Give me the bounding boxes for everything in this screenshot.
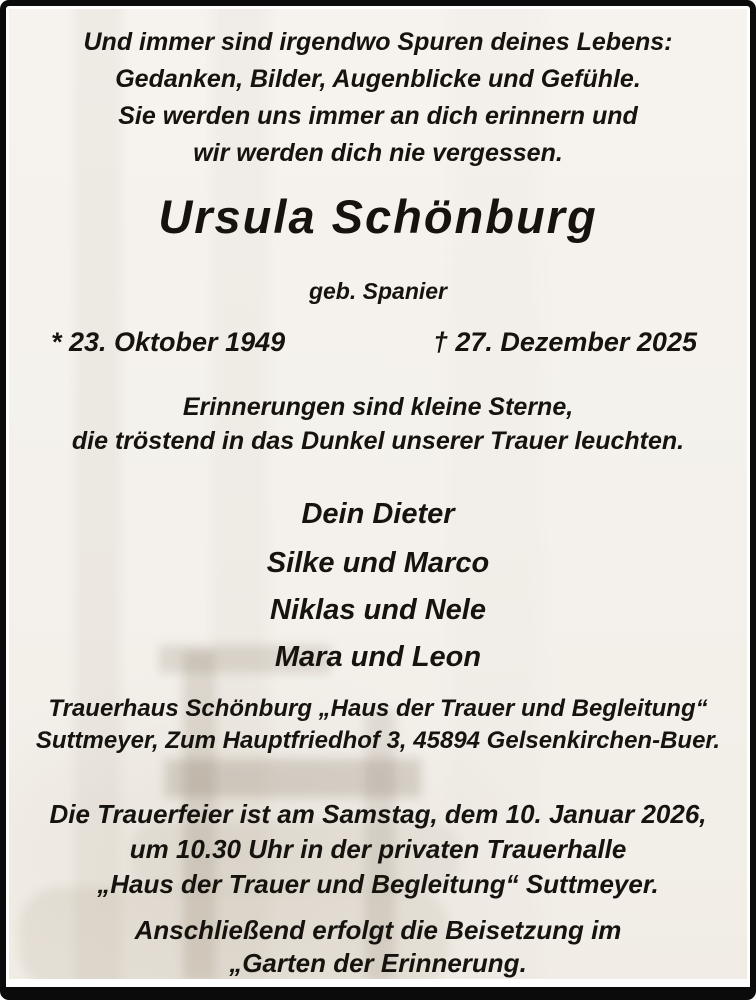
- service-line: um 10.30 Uhr in der privaten Trauerhalle: [129, 834, 627, 864]
- opening-verse-line: Sie werden uns immer an dich erinnern und: [118, 102, 638, 130]
- memory-verse-line: Erinnerungen sind kleine Sterne,: [182, 393, 574, 421]
- mourner-name: Silke und Marco: [266, 547, 490, 579]
- opening-verse: [9, 24, 747, 172]
- service-line: Die Trauerfeier ist am Samstag, dem 10. Januar 2026,: [49, 799, 707, 829]
- funeral-home-line: Trauerhaus Schönburg „Haus der Trauer und Begleitung“: [48, 695, 708, 722]
- memory-verse-line: die tröstend in das Dunkel unserer Trauer leuchten.: [71, 427, 685, 455]
- deceased-name: Ursula Schönburg: [158, 190, 598, 243]
- mourner-name: Mara und Leon: [274, 641, 482, 673]
- burial-announcement: [9, 914, 747, 979]
- funeral-home-info: [9, 693, 747, 757]
- death-date: † 27. Dezember 2025: [432, 327, 697, 357]
- burial-line: „Garten der Erinnerung.: [229, 948, 527, 978]
- memory-verse: [9, 390, 747, 458]
- bench-seat-silhouette: [165, 759, 421, 797]
- opening-verse-line: Gedanken, Bilder, Augenblicke und Gefühle.: [115, 65, 641, 93]
- burial-line: Anschließend erfolgt die Beisetzung im: [134, 915, 622, 945]
- mourner-name: Niklas und Nele: [270, 594, 486, 626]
- birth-date: * 23. Oktober 1949: [51, 327, 286, 357]
- service-line: „Haus der Trauer und Begleitung“ Suttmeyer.: [97, 869, 659, 899]
- mourner-list: [9, 540, 747, 681]
- opening-verse-line: Und immer sind irgendwo Spuren deines Lebens:: [83, 28, 673, 56]
- service-announcement: [9, 797, 747, 902]
- mourner-primary: Dein Dieter: [301, 498, 455, 530]
- obituary-card: [9, 9, 747, 979]
- opening-verse-line: wir werden dich nie vergessen.: [193, 139, 563, 167]
- maiden-name: geb. Spanier: [308, 278, 448, 304]
- funeral-home-line: Suttmeyer, Zum Hauptfriedhof 3, 45894 Gelsenkirchen-Buer.: [35, 727, 721, 754]
- life-dates: [9, 324, 747, 360]
